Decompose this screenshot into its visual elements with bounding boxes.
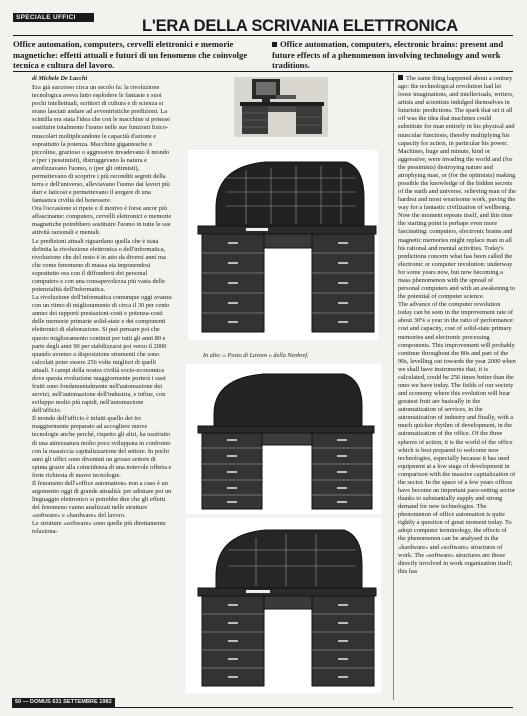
italian-paragraph: Ora l'occasione si ripete e il motivo è forse ancor più affascinante: computers, cervelli elettronici e memorie magnetiche potrebbero sostituire l'uomo in tutte le sue attività razionali e mentali.	[32, 205, 172, 237]
roll-top-desk-image-2	[176, 364, 391, 514]
roll-top-desk-image-1	[176, 148, 391, 348]
page-footer: 50 — DOMUS 631 SETTEMBRE 1982	[12, 698, 115, 707]
section-tag: SPECIALE UFFICI	[13, 13, 94, 22]
title-rule	[13, 35, 513, 36]
english-column	[398, 75, 516, 700]
computer-desk-photo	[176, 75, 391, 143]
italian-paragraph: Le strutture «software» sono quelle più direttamente relaziona-	[32, 520, 166, 536]
byline: di Michele De Lucchi	[32, 75, 88, 82]
italian-paragraph: La rivoluzione dell'informatica comunque oggi avanza con un ritmo di miglioramento di circa il 30 per cento annuo dei rapporti prestazioni-costi e potenza-costi delle memorie primarie solid-state e dei componenti elettronici di elaborazione. Si può pensare poi che questo miglioramento continui per tutti gli anni 80 e parte degli anni 90 per stabilizzarsi poi verso il 2000 quando avremo a disposizione strumenti che sono calcolati poter essere 256 volte migliori di quelli attuali. I campi della nostra civiltà socio-economica dove questa evoluzione maggiormente porterà i suoi frutti sono fondamentalmente nell'automazione dei servizi, nell'automazione dell'industria, e infine, con sviluppo molto più rapidi, nell'automazione dell'ufficio.	[32, 294, 172, 415]
footer-rule	[12, 707, 513, 708]
english-paragraph	[398, 75, 516, 301]
deck-english	[272, 39, 514, 71]
bullet-icon	[272, 42, 277, 47]
column-divider	[393, 73, 394, 700]
english-paragraph-text: The same thing happened about a century ago: the technological revolution had let loose imaginations, and intellectuals, writers, artists and scientists indulged themselves in futuristic predictions. The spark that set it all off was the idea that machines could substitute for man entirely in his physical and muscular functions, thereby multiplying his capacity for action, in particular his power. Machines, huge and minute, kind or aggressive, were invading the world and (for the pessimists) destroying nature and atrophying man, or (for the optimists) making possible the knowledge of the hidden secrets of the earth and universe, relieving man of the hardest and most wearisome work, paving the way for a fantastic civilization of wellbeing. Now the moment repeats itself, and this time the starting point is perhaps even more fascinating: computers, electronic brains and magnetic memories might replace man in all his rational and mental activities. Today's predictions concern what has been called the electronic or computer revolution: underway for some years now, but now becoming a mass phenomenon with the spread of personal computers and with an awakening to the potential of computer science.	[398, 75, 516, 301]
article-title: L'ERA DELLA SCRIVANIA ELETTRONICA	[142, 17, 459, 35]
italian-paragraph: Il mondo dell'ufficio è infatti quello dei tre maggiormente preparato ad accogliere nuove tecnologie anche perché, rispetto gli altri, ha usufruito di una attrezzatura molto poco sviluppata in confronto con la massiccia capitalizzazione del settore. In pochi anni gli uffici sono diventati un grosso settore di spinta grazie alla coincidenza di una notevole offerta e forte richiesta di nuove tecnologie.	[32, 415, 172, 479]
italian-paragraph: Le predizioni attuali riguardano quella che è stata definita la rivoluzione elettronica o dell'informatica, rivoluzione che del resto è in atto da diversi anni ma che come fenomeno di massa sta imponendosi soprattutto ora con il diffondersi dei personal computers e con una consapevolezza più vasta delle potenzialità dell'informatica.	[32, 237, 166, 294]
deck-rule	[13, 71, 513, 72]
deck-english-text: Office automation, computers, electronic brains: present and future effects of a phenomenon involving technology and work traditions.	[272, 39, 504, 70]
deck-italian: Office automation, computers, cervelli elettronici e memorie magnetiche: effetti attuali e futuri di un fenomeno che coinvolge tecnica e cultura del lavoro.	[13, 39, 248, 70]
italian-paragraph: Era già successo circa un secolo fa: la rivoluzione tecnologica aveva fatto esplodere le fantasie e suoi pochi intellettuali, scrittori di cultura e di scienza si erano lasciati andare ad avveniristiche predizioni. La scintilla era stata l'idea che con le macchine si potesse sostituire totalmente l'uomo nelle sue funzioni fisico-muscolari moltiplicandone le capacità d'azione e soprattutto la potenza. Macchine gigantesche o piccoline, grazioso o aggressive invadevano il mondo e (per i pessimisti), distruggevano la natura e atrofizzavano l'uomo, o (per gli ottimisti), permettevano di scoprire i più reconditi segreti della terra e dell'universo, alleviavano l'uomo dai lavori più duri e faticosi e permettevano il sorgere di una fantastica civiltà del benessere.	[32, 84, 170, 205]
bullet-icon	[398, 75, 403, 80]
italian-column	[32, 75, 172, 700]
roll-top-desk-image-3	[176, 518, 391, 693]
italian-paragraph: Il fenomeno dell'«office automation» non a caso è un argomento oggi di grande attualità: per adottare poi un linguaggio elettronico si potrebbe dire che gli effetti del fenomeno vanno analizzati nelle strutture «software» e «hardware» del lavoro.	[32, 479, 172, 520]
english-paragraph: The advance of the computer revolution today can be seen in the improvement rate of about 30% a year in the ratio of performance: cost and capacity, cost of solid-state primary memories and electronic processing components. This improvement will probably continue throughout the 80s and part of the 90s, levelling out towards the year 2000 when we shall have instruments that, it is calculated, could be 256 times better than the ones we have today. The fields of our society and economy where this evolution will bear greatest fruit are basically in the automatization of services, in the automatization of industry and finally, with a much quicker rhythm of development, in the automatization of the office. Of the three spheres of action, it is the world of the office which is best prepared to welcome new technologies, especially because it has used equipment at a low stage of development in comparison with the massive capitalization of the sector. In the space of a few years offices have become an important pace-setting sector thanks to substantially supply and strong demand for new technologies. The phenomenon of office automation is quite rightly a question of great moment today. To adopt computer terminology, the effects of the phenomenon can be analysed in the «hardware» and «software» structures of work. The «software» structures are those directly involved in work organization itself; this has	[398, 301, 516, 575]
image-caption: In alto: « Posto di Lavoro » della Neobref.	[203, 352, 309, 359]
